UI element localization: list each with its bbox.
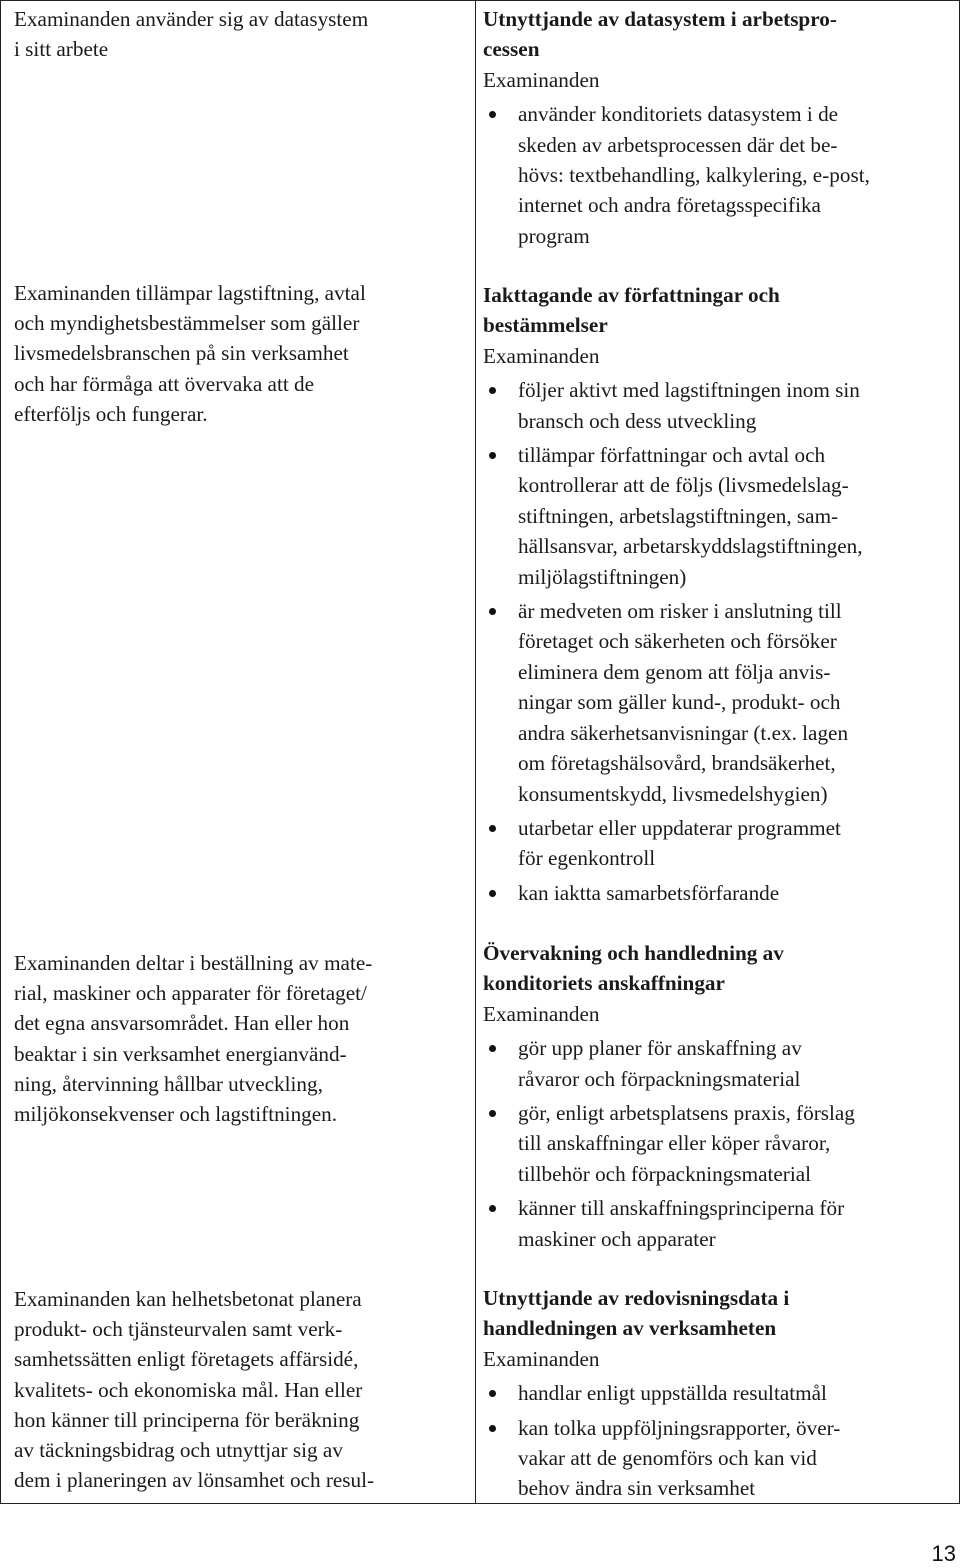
list-item	[483, 596, 953, 809]
text-line: kvalitets- och ekonomiska mål. Han eller	[14, 1377, 363, 1402]
text-line: och myndighetsbestämmelser som gäller	[14, 311, 360, 336]
section-heading: Utnyttjande av datasystem i arbetspro-	[483, 7, 837, 31]
list-item	[483, 1098, 953, 1189]
text-line: hon känner till principerna för beräkning	[14, 1407, 360, 1432]
text-line: gör upp planer för anskaffning av	[518, 1036, 802, 1061]
text-line: vakar att de genomförs och kan vid	[518, 1446, 817, 1471]
section-datasystem	[483, 4, 953, 255]
text-line: miljökonsekvenser och lagstiftningen.	[14, 1102, 338, 1127]
bullet-list	[483, 375, 953, 908]
text-line: det egna ansvarsområdet. Han eller hon	[14, 1011, 350, 1036]
text-line: hällsansvar, arbetarskyddslagstiftningen,	[518, 534, 863, 559]
list-item	[483, 1033, 953, 1094]
section-heading: bestämmelser	[483, 313, 608, 338]
list-item	[483, 813, 953, 874]
text-line: företaget och säkerheten och försöker	[518, 629, 837, 654]
section-heading: cessen	[483, 37, 540, 62]
list-item	[483, 878, 953, 908]
text-line: samhetssätten enligt företagets affärsidé,	[14, 1347, 359, 1372]
text-line: använder konditoriets datasystem i de	[518, 102, 839, 127]
text-line: beaktar i sin verksamhet energianvänd-	[14, 1041, 347, 1066]
text-line: hövs: textbehandling, kalkylering, e-post,	[518, 163, 870, 188]
text-line: Examinanden kan helhetsbetonat planera	[14, 1287, 362, 1311]
text-line: utarbetar eller uppdaterar programmet	[518, 815, 841, 840]
left-paragraph-lagstiftning	[14, 278, 464, 429]
text-line: i sitt arbete	[14, 37, 109, 62]
text-line: handlar enligt uppställda resultatmål	[518, 1381, 827, 1406]
text-line: om företagshälsovård, brandsäkerhet,	[518, 751, 836, 776]
text-line: känner till anskaffningsprinciperna för	[518, 1196, 845, 1221]
section-subject: Examinanden	[483, 67, 600, 92]
list-item	[483, 440, 953, 592]
text-line: bransch och dess utveckling	[518, 408, 757, 433]
bullet-list	[483, 1033, 953, 1254]
list-item	[483, 1193, 953, 1254]
column-divider	[475, 0, 476, 1504]
text-line: miljölagstiftningen)	[518, 564, 687, 589]
text-line: ning, återvinning hållbar utveckling,	[14, 1071, 323, 1096]
text-line: eliminera dem genom att följa anvis-	[518, 659, 831, 684]
section-forfattningar	[483, 280, 953, 912]
text-line: internet och andra företagsspecifika	[518, 193, 821, 218]
section-redovisningsdata	[483, 1283, 953, 1508]
text-line: stiftningen, arbetslagstiftningen, sam-	[518, 503, 839, 528]
text-line: av täckningsbidrag och utnyttjar sig av	[14, 1438, 343, 1463]
bullet-list	[483, 1378, 953, 1504]
list-item	[483, 375, 953, 436]
text-line: till anskaffningar eller köper råvaror,	[518, 1131, 831, 1156]
section-heading: konditoriets anskaffningar	[483, 971, 725, 996]
text-line: rial, maskiner och apparater för företaget/	[14, 981, 367, 1006]
text-line: maskiner och apparater	[518, 1226, 716, 1251]
left-paragraph-datasystem	[14, 4, 464, 64]
section-heading: handledningen av verksamheten	[483, 1316, 777, 1341]
bullet-list	[483, 99, 953, 251]
left-paragraph-planering	[14, 1284, 464, 1495]
text-line: produkt- och tjänsteurvalen samt verk-	[14, 1317, 343, 1342]
text-line: behov ändra sin verksamhet	[518, 1476, 756, 1501]
text-line: och har förmåga att övervaka att de	[14, 371, 315, 396]
text-line: andra säkerhetsanvisningar (t.ex. lagen	[518, 720, 849, 745]
section-heading: Övervakning och handledning av	[483, 941, 784, 965]
text-line: efterföljs och fungerar.	[14, 401, 208, 426]
section-anskaffningar	[483, 938, 953, 1258]
list-item	[483, 1413, 953, 1504]
text-line: kan tolka uppföljningsrapporter, över-	[518, 1415, 841, 1440]
text-line: kontrollerar att de följs (livsmedelslag-	[518, 473, 849, 498]
page-number: 13	[931, 1541, 956, 1566]
text-line: följer aktivt med lagstiftningen inom sin	[518, 378, 860, 403]
text-line: program	[518, 223, 590, 248]
text-line: tillämpar författningar och avtal och	[518, 443, 826, 468]
text-line: konsumentskydd, livsmedelshygien)	[518, 781, 828, 806]
section-subject: Examinanden	[483, 343, 600, 368]
text-line: är medveten om risker i anslutning till	[518, 599, 842, 624]
list-item	[483, 1378, 953, 1408]
section-subject: Examinanden	[483, 1001, 600, 1026]
text-line: råvaror och förpackningsmaterial	[518, 1066, 801, 1091]
text-line: dem i planeringen av lönsamhet och resul-	[14, 1468, 375, 1493]
text-line: skeden av arbetsprocessen där det be-	[518, 132, 838, 157]
text-line: för egenkontroll	[518, 846, 656, 871]
text-line: tillbehör och förpackningsmaterial	[518, 1161, 811, 1186]
text-line: Examinanden använder sig av datasystem	[14, 7, 369, 31]
text-line: gör, enligt arbetsplatsens praxis, förslag	[518, 1101, 855, 1126]
left-paragraph-bestallning	[14, 948, 464, 1129]
text-line: livsmedelsbranschen på sin verksamhet	[14, 341, 349, 366]
section-subject: Examinanden	[483, 1346, 600, 1371]
text-line: kan iaktta samarbetsförfarande	[518, 880, 780, 905]
text-line: ningar som gäller kund-, produkt- och	[518, 690, 841, 715]
text-line: Examinanden deltar i beställning av mate-	[14, 951, 373, 975]
text-line: Examinanden tillämpar lagstiftning, avtal	[14, 281, 366, 305]
list-item	[483, 99, 953, 251]
section-heading: Iakttagande av författningar och	[483, 283, 780, 307]
section-heading: Utnyttjande av redovisningsdata i	[483, 1286, 790, 1310]
